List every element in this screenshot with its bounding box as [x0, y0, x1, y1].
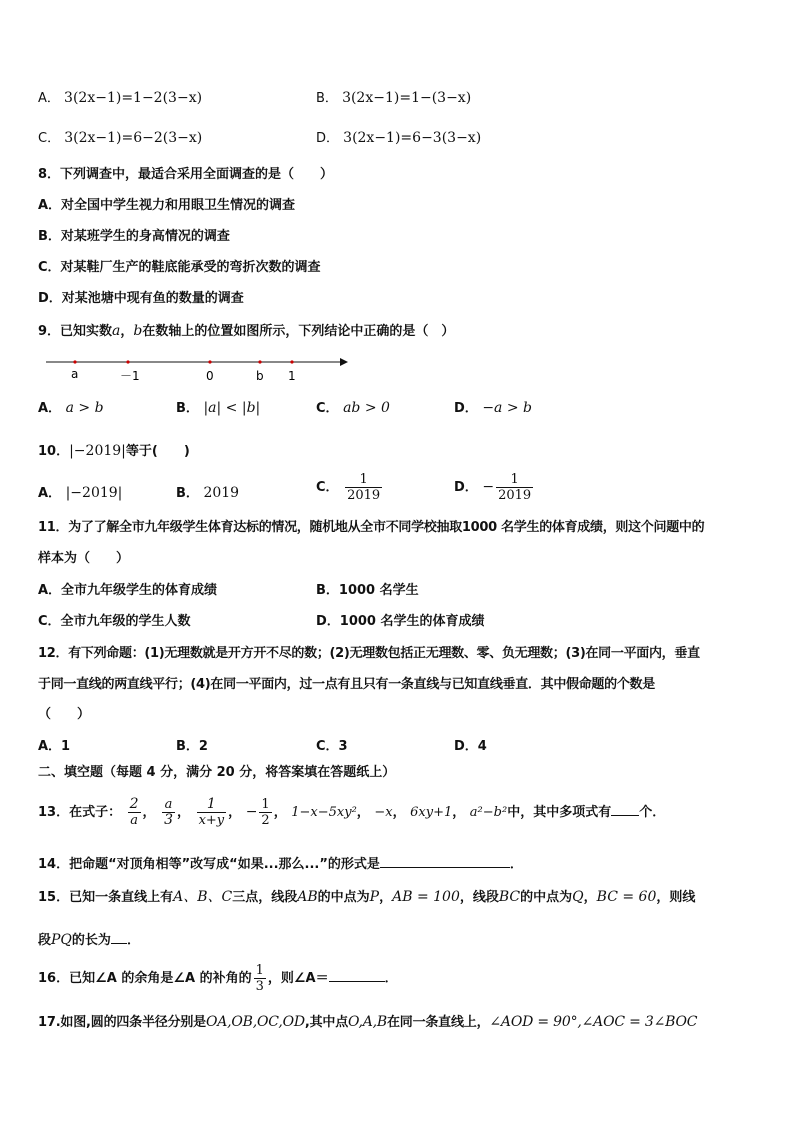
q10-option-d-sign: − — [482, 479, 495, 495]
label-0: 0 — [206, 369, 214, 383]
q8-option-b: B．对某班学生的身高情况的调查 — [38, 229, 230, 244]
q7-option-c — [38, 129, 202, 148]
q9-stem-post: 在数轴上的位置如图所示，下列结论中正确的是（ ） — [142, 324, 455, 339]
q15-line2-pre: 段 — [38, 933, 52, 948]
q10-option-a-expr: |−2019| — [65, 485, 123, 501]
q12-option-a: A．1 — [38, 739, 71, 754]
q7-option-a-label: A． — [38, 91, 60, 106]
q13-frac3-num: 1 — [197, 797, 227, 813]
q17-stem — [38, 1013, 697, 1032]
q7-option-b-label: B． — [316, 91, 338, 106]
q16-pre: 16．已知∠A 的余角是∠A 的补角的 — [38, 971, 252, 986]
q9-option-b-label: B． — [176, 401, 199, 416]
q15-pq: PQ — [51, 932, 72, 948]
q17-mid2: 在同一条直线上， — [386, 1015, 490, 1030]
section-2-heading: 二、填空题（每题 4 分，满分 20 分，将答案填在答题纸上） — [38, 765, 396, 780]
q7-option-c-expr: 3(2x−1)=6−2(3−x) — [64, 130, 203, 146]
q10-option-c — [316, 472, 384, 503]
q13-frac3 — [197, 797, 227, 828]
q13-comma-6: ， — [392, 805, 406, 820]
q10-option-a-label: A． — [38, 486, 62, 501]
point-1-dot — [290, 360, 293, 363]
q16-end: ． — [384, 971, 398, 986]
q13-expr6: −x — [374, 805, 393, 820]
q15-stem-line1 — [38, 888, 695, 907]
q10-option-d-label: D． — [454, 480, 478, 495]
q13-answer-blank[interactable] — [611, 803, 639, 816]
q9-option-a-expr: a > b — [65, 400, 104, 416]
q13-frac4-den: 2 — [261, 813, 270, 828]
q13-comma-3: ， — [228, 805, 242, 820]
q7-option-b-expr: 3(2x−1)=1−(3−x) — [342, 90, 472, 106]
q7-option-d — [316, 129, 481, 148]
label-neg1: －1 — [120, 369, 140, 383]
q16-stem — [38, 960, 398, 998]
q13-pre: 13．在式子： — [38, 805, 122, 820]
q10-option-b-label: B． — [176, 486, 199, 501]
q11-option-c: C．全市九年级的学生人数 — [38, 614, 191, 629]
q17-mid: ,其中点 — [304, 1015, 349, 1030]
q12-stem-line2: 于同一直线的两直线平行；(4)在同一平面内，过一点有且只有一条直线与已知直线垂直．其中假命题的个数是 — [38, 677, 655, 692]
q9-option-c-expr: ab > 0 — [343, 400, 390, 416]
q12-option-d: D．4 — [454, 739, 487, 754]
q8-stem: 8．下列调查中，最适合采用全面调查的是（ ） — [38, 167, 334, 182]
q14-text: 14．把命题“对顶角相等”改写成“如果...那么...”的形式是 — [38, 857, 380, 872]
q10-stem-post: 等于( ) — [125, 444, 190, 459]
q7-option-c-label: C． — [38, 131, 61, 146]
q11-option-d: D．1000 名学生的体育成绩 — [316, 614, 485, 629]
q10-option-c-denominator: 2019 — [347, 488, 381, 503]
q16-denominator: 3 — [255, 979, 264, 994]
label-1: 1 — [288, 369, 296, 383]
q13-stem — [38, 794, 665, 831]
q9-option-c-label: C． — [316, 401, 339, 416]
q13-frac1 — [128, 797, 141, 828]
q9-stem — [38, 322, 454, 341]
q7-option-b — [316, 89, 471, 108]
q10-stem — [38, 442, 190, 461]
q17-radii: OA,OB,OC,OD — [205, 1014, 305, 1030]
q15-t5: ，线段 — [459, 890, 499, 905]
q13-frac4-num: 1 — [261, 797, 270, 812]
q13-post: 中，其中多项式有 — [507, 805, 612, 820]
q10-option-d-denominator: 2019 — [498, 488, 532, 503]
q13-frac1-den: a — [130, 813, 138, 828]
q13-neg: − — [245, 804, 258, 820]
q15-line2-end: ． — [126, 933, 140, 948]
q13-comma-5: ， — [356, 805, 370, 820]
q10-option-b-expr: 2019 — [203, 485, 240, 501]
q14-end: ． — [509, 857, 523, 872]
q15-ab: AB — [297, 889, 318, 905]
q11-stem-line2: 样本为（ ） — [38, 551, 130, 566]
point-neg1-dot — [126, 360, 129, 363]
q13-comma-2: ， — [177, 805, 191, 820]
q17-pre: 17.如图,圆的四条半径分别是 — [38, 1015, 206, 1030]
q10-number: 10． — [38, 444, 70, 459]
q12-option-b: B．2 — [176, 739, 208, 754]
q12-stem-line3: （ ） — [38, 707, 91, 722]
q7-option-d-expr: 3(2x−1)=6−3(3−x) — [343, 130, 482, 146]
q9-option-b-expr: |a| < |b| — [203, 400, 261, 416]
q10-option-a — [38, 484, 122, 503]
point-b-dot — [258, 360, 261, 363]
q9-option-c — [316, 399, 390, 418]
q13-comma-7: ， — [452, 805, 466, 820]
q9-number-line — [40, 350, 360, 384]
q15-line2-post: 的长为 — [71, 933, 111, 948]
q16-post: ，则∠A＝ — [267, 971, 329, 986]
q13-frac2-num: a — [162, 797, 175, 813]
q13-comma-1: ， — [142, 805, 156, 820]
q15-t8: ，则线 — [656, 890, 696, 905]
q12-stem-line1: 12．有下列命题：(1)无理数就是开方开不尽的数；(2)无理数包括正无理数、零、负无理数；(3)在同一平面内，垂直 — [38, 646, 700, 661]
q15-ab100: AB = 100 — [392, 889, 460, 905]
q13-frac2 — [162, 797, 175, 828]
q13-frac2-den: 3 — [164, 812, 174, 828]
q14-stem — [38, 855, 523, 874]
q13-post2: 个． — [639, 805, 666, 820]
q10-expr: |−2019| — [69, 443, 126, 459]
q16-numerator: 1 — [255, 963, 264, 978]
q15-bc60: BC = 60 — [596, 889, 657, 905]
q15-answer-blank[interactable] — [111, 931, 127, 944]
q10-option-b — [176, 484, 239, 503]
q11-stem-line1: 11．为了了解全市九年级学生体育达标的情况，随机地从全市不同学校抽取1000 名学生的体育成绩，则这个问题中的 — [38, 520, 705, 535]
number-line-arrow-icon — [340, 358, 348, 366]
q15-t7: ， — [583, 890, 597, 905]
q15-q: Q — [572, 889, 584, 905]
q10-option-d-fraction — [496, 472, 533, 503]
q17-points: O,A,B — [348, 1014, 387, 1030]
q13-comma-4: ， — [273, 805, 287, 820]
q13-expr7: 6xy+1 — [410, 805, 453, 820]
q15-p: P — [369, 889, 380, 905]
q7-option-a — [38, 89, 202, 108]
q13-expr8: a²−b² — [469, 805, 508, 820]
point-a-dot — [73, 360, 76, 363]
q13-frac4 — [259, 797, 271, 828]
point-0-dot — [208, 360, 211, 363]
q17-cond2: ∠AOC = 3∠BOC — [581, 1014, 698, 1030]
q13-frac3-den: x+y — [198, 813, 225, 828]
q10-option-c-label: C． — [316, 480, 339, 495]
label-a: a — [71, 367, 79, 381]
q10-option-c-fraction — [345, 472, 382, 503]
q15-t4: ， — [379, 890, 393, 905]
q9-var-b: b — [133, 323, 143, 339]
q9-sep: ， — [120, 324, 134, 339]
q16-fraction — [254, 963, 266, 994]
q17-cond1: ∠AOD = 90°, — [489, 1014, 582, 1030]
q9-option-a — [38, 399, 104, 418]
q8-option-a: A．对全国中学生视力和用眼卫生情况的调查 — [38, 198, 296, 213]
q9-option-b — [176, 399, 260, 418]
q9-option-d — [454, 399, 532, 418]
q10-option-d-numerator: 1 — [496, 472, 533, 488]
q9-option-d-expr: −a > b — [482, 400, 532, 416]
q15-t2: 三点，线段 — [232, 890, 298, 905]
q10-option-d — [454, 472, 535, 503]
q8-option-c: C．对某鞋厂生产的鞋底能承受的弯折次数的调查 — [38, 260, 321, 275]
q15-bc: BC — [498, 889, 521, 905]
q12-option-c: C．3 — [316, 739, 348, 754]
q8-option-d: D．对某池塘中现有鱼的数量的调查 — [38, 291, 244, 306]
q7-option-d-label: D． — [316, 131, 340, 146]
q16-answer-blank[interactable] — [329, 969, 385, 982]
q15-stem-line2 — [38, 931, 140, 950]
q7-option-a-expr: 3(2x−1)=1−2(3−x) — [64, 90, 203, 106]
q11-option-a: A．全市九年级学生的体育成绩 — [38, 583, 218, 598]
q15-points: A、B、C — [173, 889, 233, 905]
q15-t3: 的中点为 — [317, 890, 370, 905]
q15-t6: 的中点为 — [520, 890, 573, 905]
q9-stem-pre: 9．已知实数 — [38, 324, 113, 339]
q13-expr5: 1−x−5xy² — [291, 805, 357, 820]
q9-option-d-label: D． — [454, 401, 478, 416]
q9-var-a: a — [112, 323, 121, 339]
q13-frac1-num: 2 — [129, 796, 139, 812]
q15-t1: 15．已知一条直线上有 — [38, 890, 174, 905]
q11-option-b: B．1000 名学生 — [316, 583, 419, 598]
q10-option-c-numerator: 1 — [345, 472, 382, 488]
q14-answer-blank[interactable] — [380, 855, 510, 868]
label-b: b — [256, 369, 264, 383]
q9-option-a-label: A． — [38, 401, 62, 416]
